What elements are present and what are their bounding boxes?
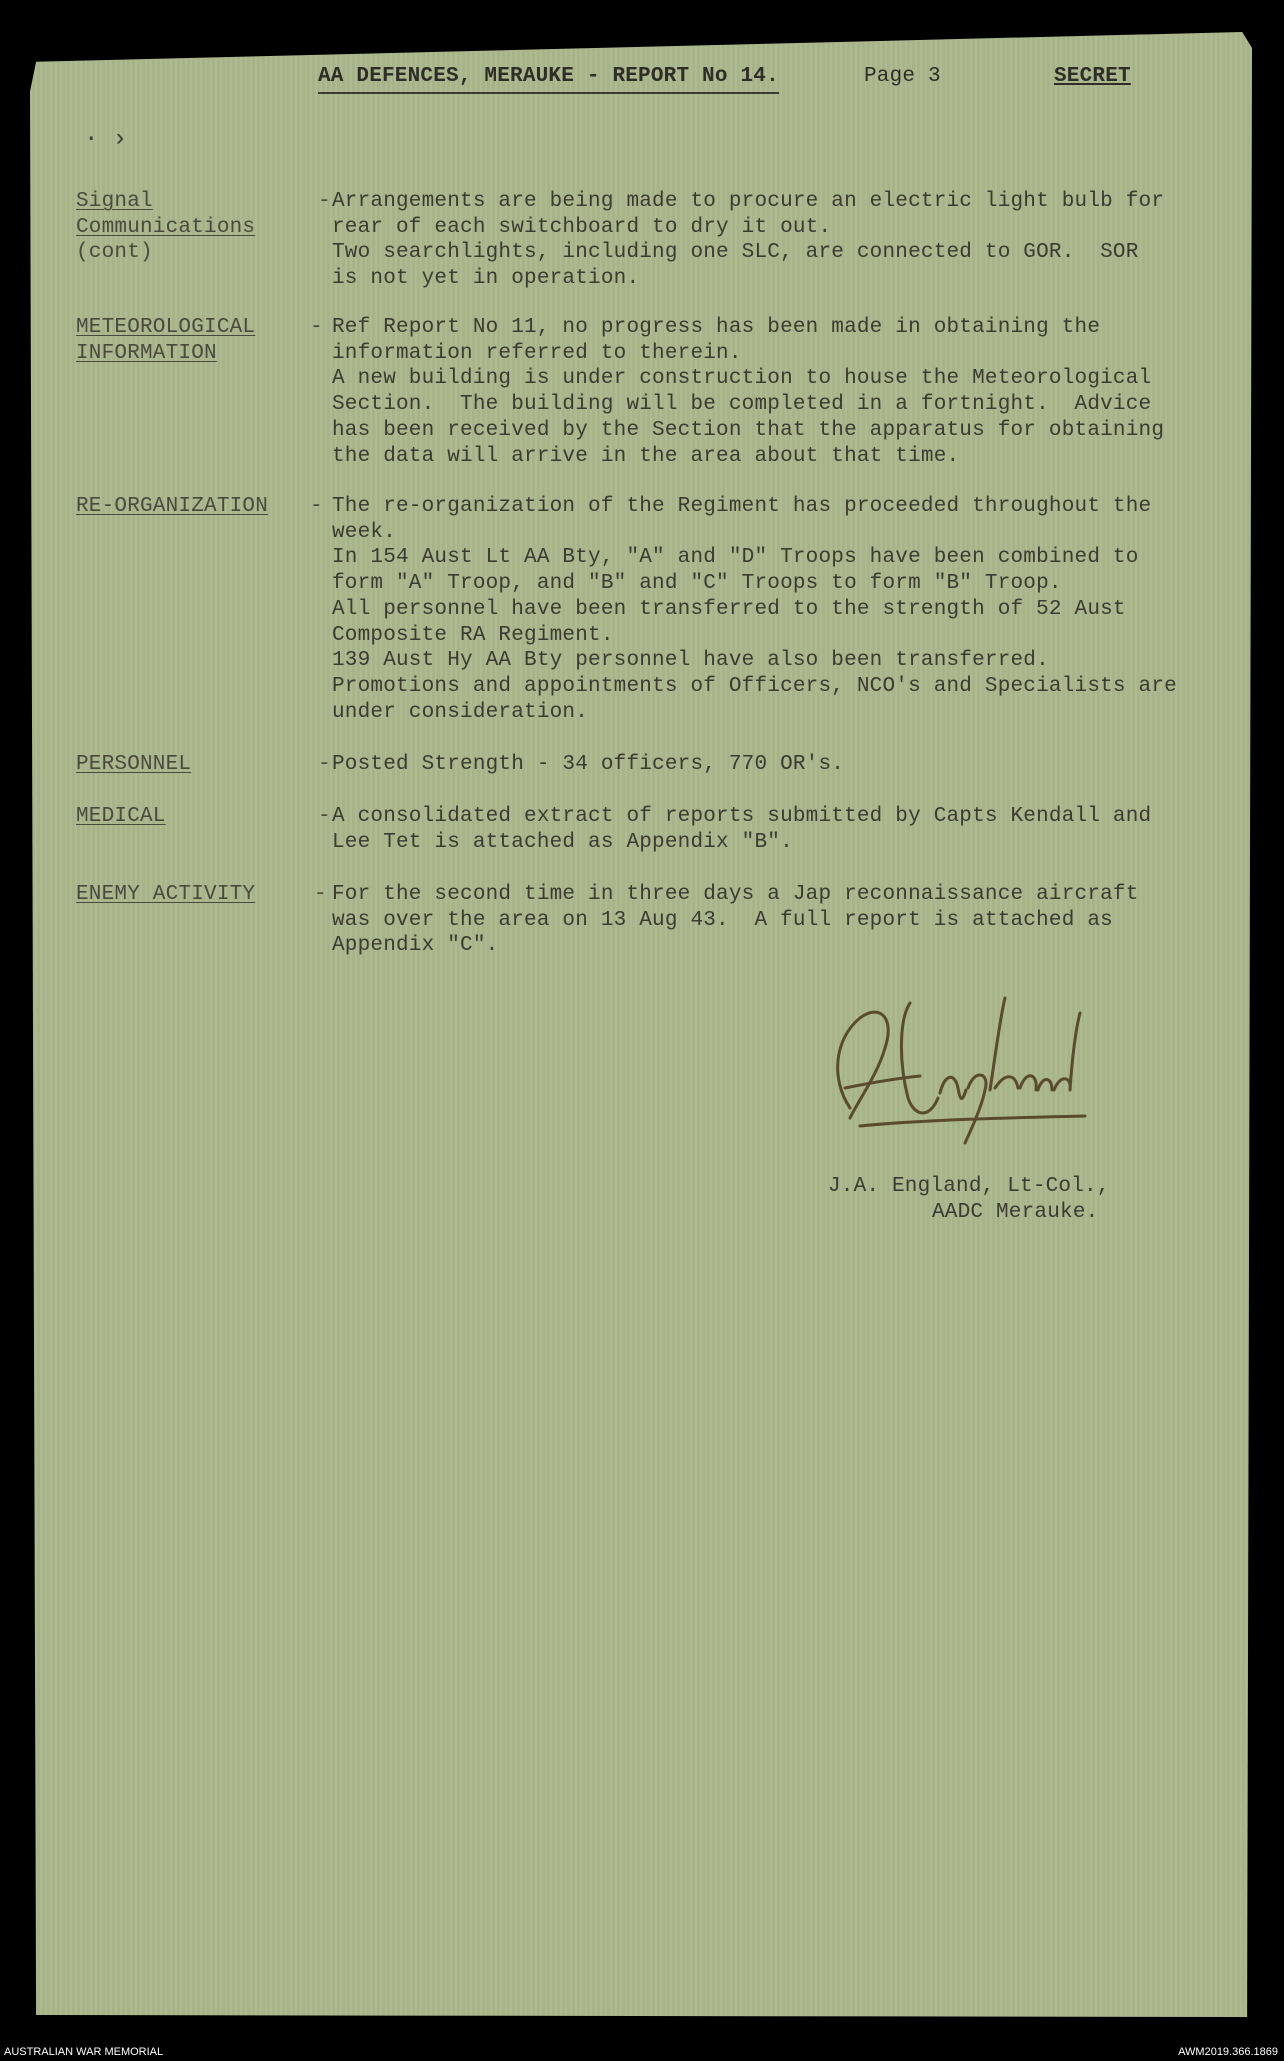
section-text-reorganization: The re-organization of the Regiment has proceeded throughout the week. In 154 Aust Lt AA Bty, "A" and "D" Troops have been combined to form "A" Troop, and "B" and "C" Troops to form "B" Troop. All personnel have been transferred to the strength of 52 Aust Composite RA Regiment. 139 Aust Hy AA Bty personnel have also been transferred. Promotions and appointments of Officers, NCO's and Specialists are under consideration.: [332, 495, 1177, 724]
section-dash: -: [314, 883, 327, 906]
section-label-enemy-activity: ENEMY ACTIVITY: [76, 883, 256, 906]
handwritten-signature: [790, 978, 1090, 1148]
section-text-medical: A consolidated extract of reports submitted by Capts Kendall and Lee Tet is attached as Appendix "B".: [332, 805, 1152, 854]
signature-title: AADC Merauke.: [932, 1201, 1099, 1224]
archive-credit: AUSTRALIAN WAR MEMORIAL: [4, 2046, 164, 2058]
section-label-medical: MEDICAL: [76, 805, 166, 828]
classification-stamp: SECRET: [1054, 65, 1131, 88]
section-dash: -: [318, 753, 331, 776]
section-text-enemy-activity: For the second time in three days a Jap reconnaissance aircraft was over the area on 13 Aug 43. A full report is attached as Appendix "C".: [332, 883, 1139, 958]
signature-name: J.A. England, Lt-Col.,: [828, 1175, 1110, 1198]
section-label-reorganization: RE-ORGANIZATION: [76, 495, 269, 518]
section-label-signal: Signal Communications (cont): [76, 190, 256, 265]
section-dash: -: [310, 316, 323, 339]
section-text-signal: Arrangements are being made to procure an electric light bulb for rear of each switchboard to dry it out. Two searchlights, including one SLC, are connected to GOR. SOR is not yet in operation.: [332, 190, 1165, 291]
page-number: Page 3: [864, 65, 941, 88]
section-text-meteorological: Ref Report No 11, no progress has been made in obtaining the information referred to therein. A new building is under construction to house the Meteorological Section. The building will be completed in a fortnight. Advice has been received by the Section that the apparatus for obtaining the data will arrive in the area about that time.: [332, 316, 1165, 468]
section-dash: -: [310, 495, 323, 518]
report-title: AA DEFENCES, MERAUKE - REPORT No 14.: [318, 64, 779, 94]
section-dash: -: [318, 805, 331, 828]
section-label-meteorological: METEOROLOGICAL INFORMATION: [76, 316, 256, 365]
section-text-personnel: Posted Strength - 34 officers, 770 OR's.: [332, 753, 845, 776]
paper-mark: · ›: [84, 126, 128, 153]
section-dash: -: [318, 190, 331, 213]
section-label-personnel: PERSONNEL: [76, 753, 192, 776]
archive-reference: AWM2019.366.1869: [1178, 2046, 1278, 2058]
